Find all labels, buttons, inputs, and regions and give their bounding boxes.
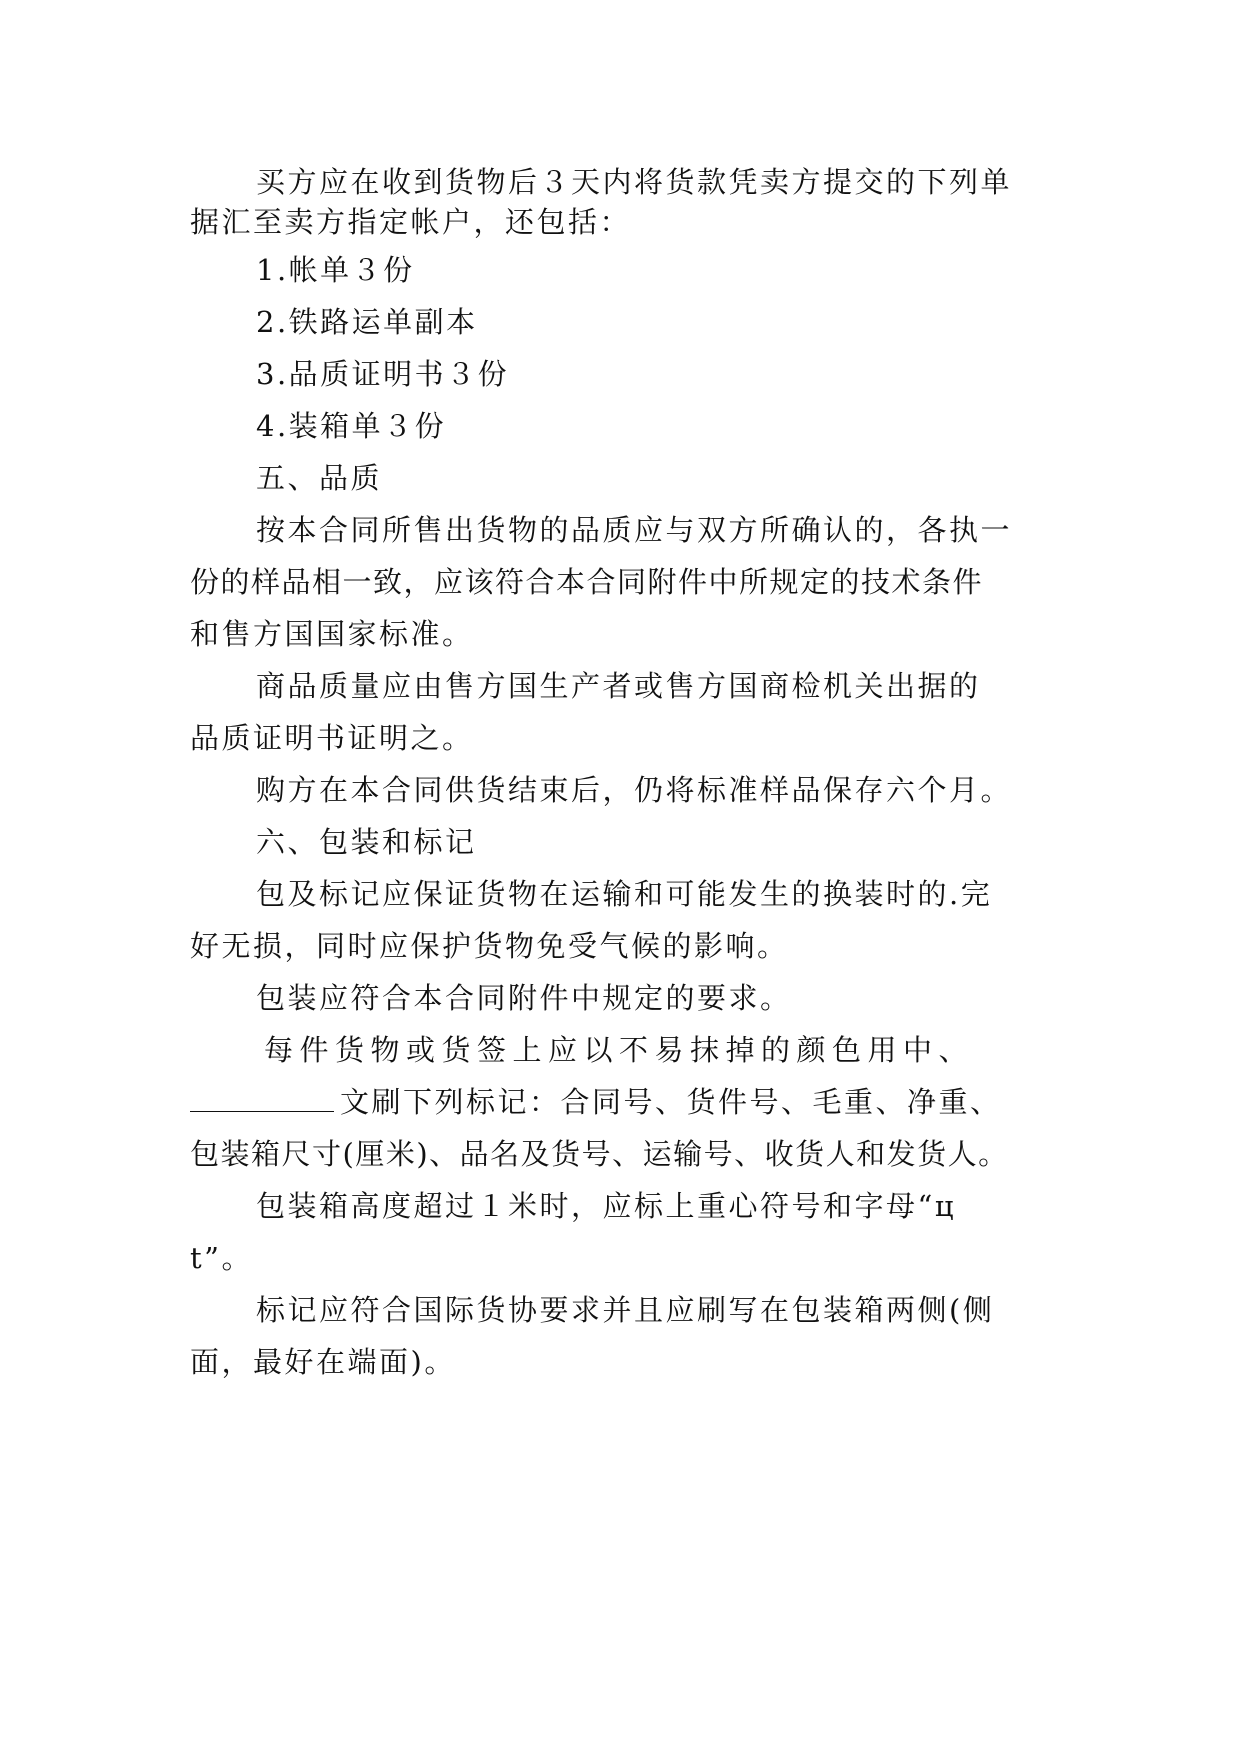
paragraph-line: 面，最好在端面)。 [190,1345,456,1379]
section-heading: 六、包装和标记 [256,825,477,859]
list-item: 3.品质证明书３份 [256,357,510,391]
paragraph-line: 按本合同所售出货物的品质应与双方所确认的，各执一 [256,513,1013,547]
paragraph-line: 包及标记应保证货物在运输和可能发生的换装时的.完 [256,877,993,911]
paragraph-line: 包装应符合本合同附件中规定的要求。 [256,981,792,1015]
paragraph-line-text: 文刷下列标记：合同号、货件号、毛重、净重、 [340,1085,1002,1119]
paragraph-line: 好无损，同时应保护货物免受气候的影响。 [190,929,789,963]
paragraph-line [190,1080,1060,1124]
paragraph-line: 包装箱尺寸(厘米)、品名及货号、运输号、收货人和发货人。 [190,1137,1009,1171]
paragraph-line: 买方应在收到货物后３天内将货款凭卖方提交的下列单 [256,165,1013,199]
list-item: 1.帐单３份 [256,253,415,287]
list-item: 4.装箱单３份 [256,409,447,443]
paragraph-line: 份的样品相一致，应该符合本合同附件中所规定的技术条件 [190,565,984,599]
paragraph-line: 商品质量应由售方国生产者或售方国商检机关出据的 [256,669,981,703]
paragraph-line: 购方在本合同供货结束后，仍将标准样品保存六个月。 [256,773,1013,807]
fill-in-blank [190,1109,334,1112]
paragraph-line: 标记应符合国际货协要求并且应刷写在包装箱两侧(侧 [256,1293,995,1327]
paragraph-line: 品质证明书证明之。 [190,721,474,755]
paragraph-line: 每件货物或货签上应以不易抹掉的颜色用中、 [264,1033,975,1067]
paragraph-line: 据汇至卖方指定帐户，还包括： [190,205,632,239]
paragraph-line: t”。 [190,1241,253,1275]
list-item: 2.铁路运单副本 [256,305,478,339]
paragraph-line: 和售方国国家标准。 [190,617,474,651]
paragraph-line: 包装箱高度超过１米时，应标上重心符号和字母“ц [256,1189,956,1223]
section-heading: 五、品质 [256,461,383,495]
